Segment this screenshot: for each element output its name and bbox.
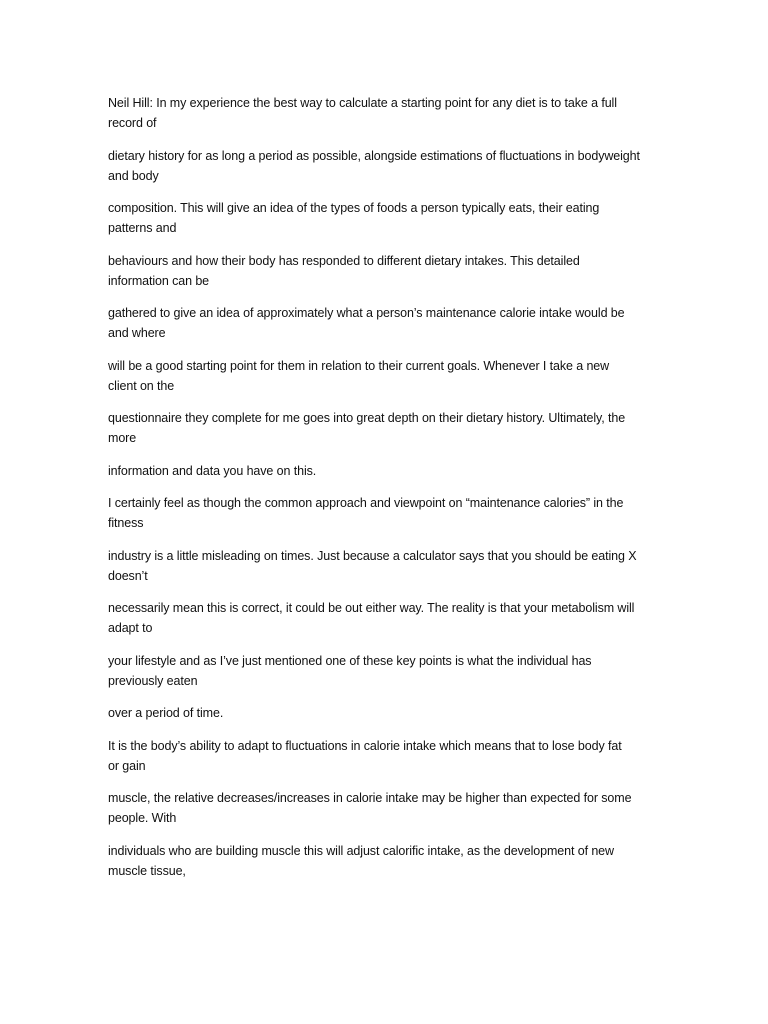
text-line: necessarily mean this is correct, it could be out either way. The reality is that your metabolism will [108,601,635,615]
paragraph [108,146,664,186]
text-line: client on the [108,378,175,393]
text-line: doesn’t [108,568,148,583]
paragraph [108,703,664,723]
text-line: It is the body’s ability to adapt to fluctuations in calorie intake which means that to lose body fat [108,738,622,753]
text-line: Neil Hill: In my experience the best way to calculate a starting point for any diet is to take a full [108,96,617,110]
text-line: more [108,431,137,445]
paragraph [108,461,664,481]
paragraph [108,788,664,828]
paragraph [108,251,664,291]
text-line: questionnaire they complete for me goes into great depth on their dietary history. Ultimately, the [108,411,626,425]
paragraph [108,546,664,586]
text-line: information can be [108,273,210,288]
paragraph [108,493,664,533]
text-line: gathered to give an idea of approximately what a person’s maintenance calorie intake would be [108,306,625,320]
paragraph [108,598,664,638]
text-line: and where [108,326,166,340]
paragraph [108,408,664,448]
text-line: information and data you have on this. [108,463,317,478]
text-line: record of [108,116,157,130]
text-line: people. With [108,811,177,825]
text-line: patterns and [108,221,177,235]
paragraph [108,841,664,881]
paragraph [108,303,664,343]
text-line: fitness [108,516,144,530]
text-line: previously eaten [108,673,198,688]
document-body [108,93,664,893]
text-line: muscle tissue, [108,863,186,878]
text-line: and body [108,168,159,183]
text-line: individuals who are building muscle this will adjust calorific intake, as the development of new [108,843,614,858]
paragraph [108,93,664,133]
text-line: adapt to [108,621,153,635]
text-line: your lifestyle and as I’ve just mentioned one of these key points is what the individual has [108,653,592,668]
text-line: or gain [108,758,146,773]
text-line: I certainly feel as though the common approach and viewpoint on “maintenance calories” in the [108,496,624,510]
text-line: behaviours and how their body has responded to different dietary intakes. This detailed [108,253,580,268]
text-line: industry is a little misleading on times. Just because a calculator says that you should be eating X [108,548,637,563]
paragraph [108,356,664,396]
paragraph [108,651,664,691]
text-line: over a period of time. [108,706,224,720]
paragraph [108,736,664,776]
paragraph [108,198,664,238]
text-line: will be a good starting point for them in relation to their current goals. Whenever I take a new [108,358,610,373]
text-line: muscle, the relative decreases/increases in calorie intake may be higher than expected for some [108,791,632,805]
text-line: dietary history for as long a period as possible, alongside estimations of fluctuations in bodyweight [108,148,640,163]
text-line: composition. This will give an idea of the types of foods a person typically eats, their eating [108,201,600,215]
